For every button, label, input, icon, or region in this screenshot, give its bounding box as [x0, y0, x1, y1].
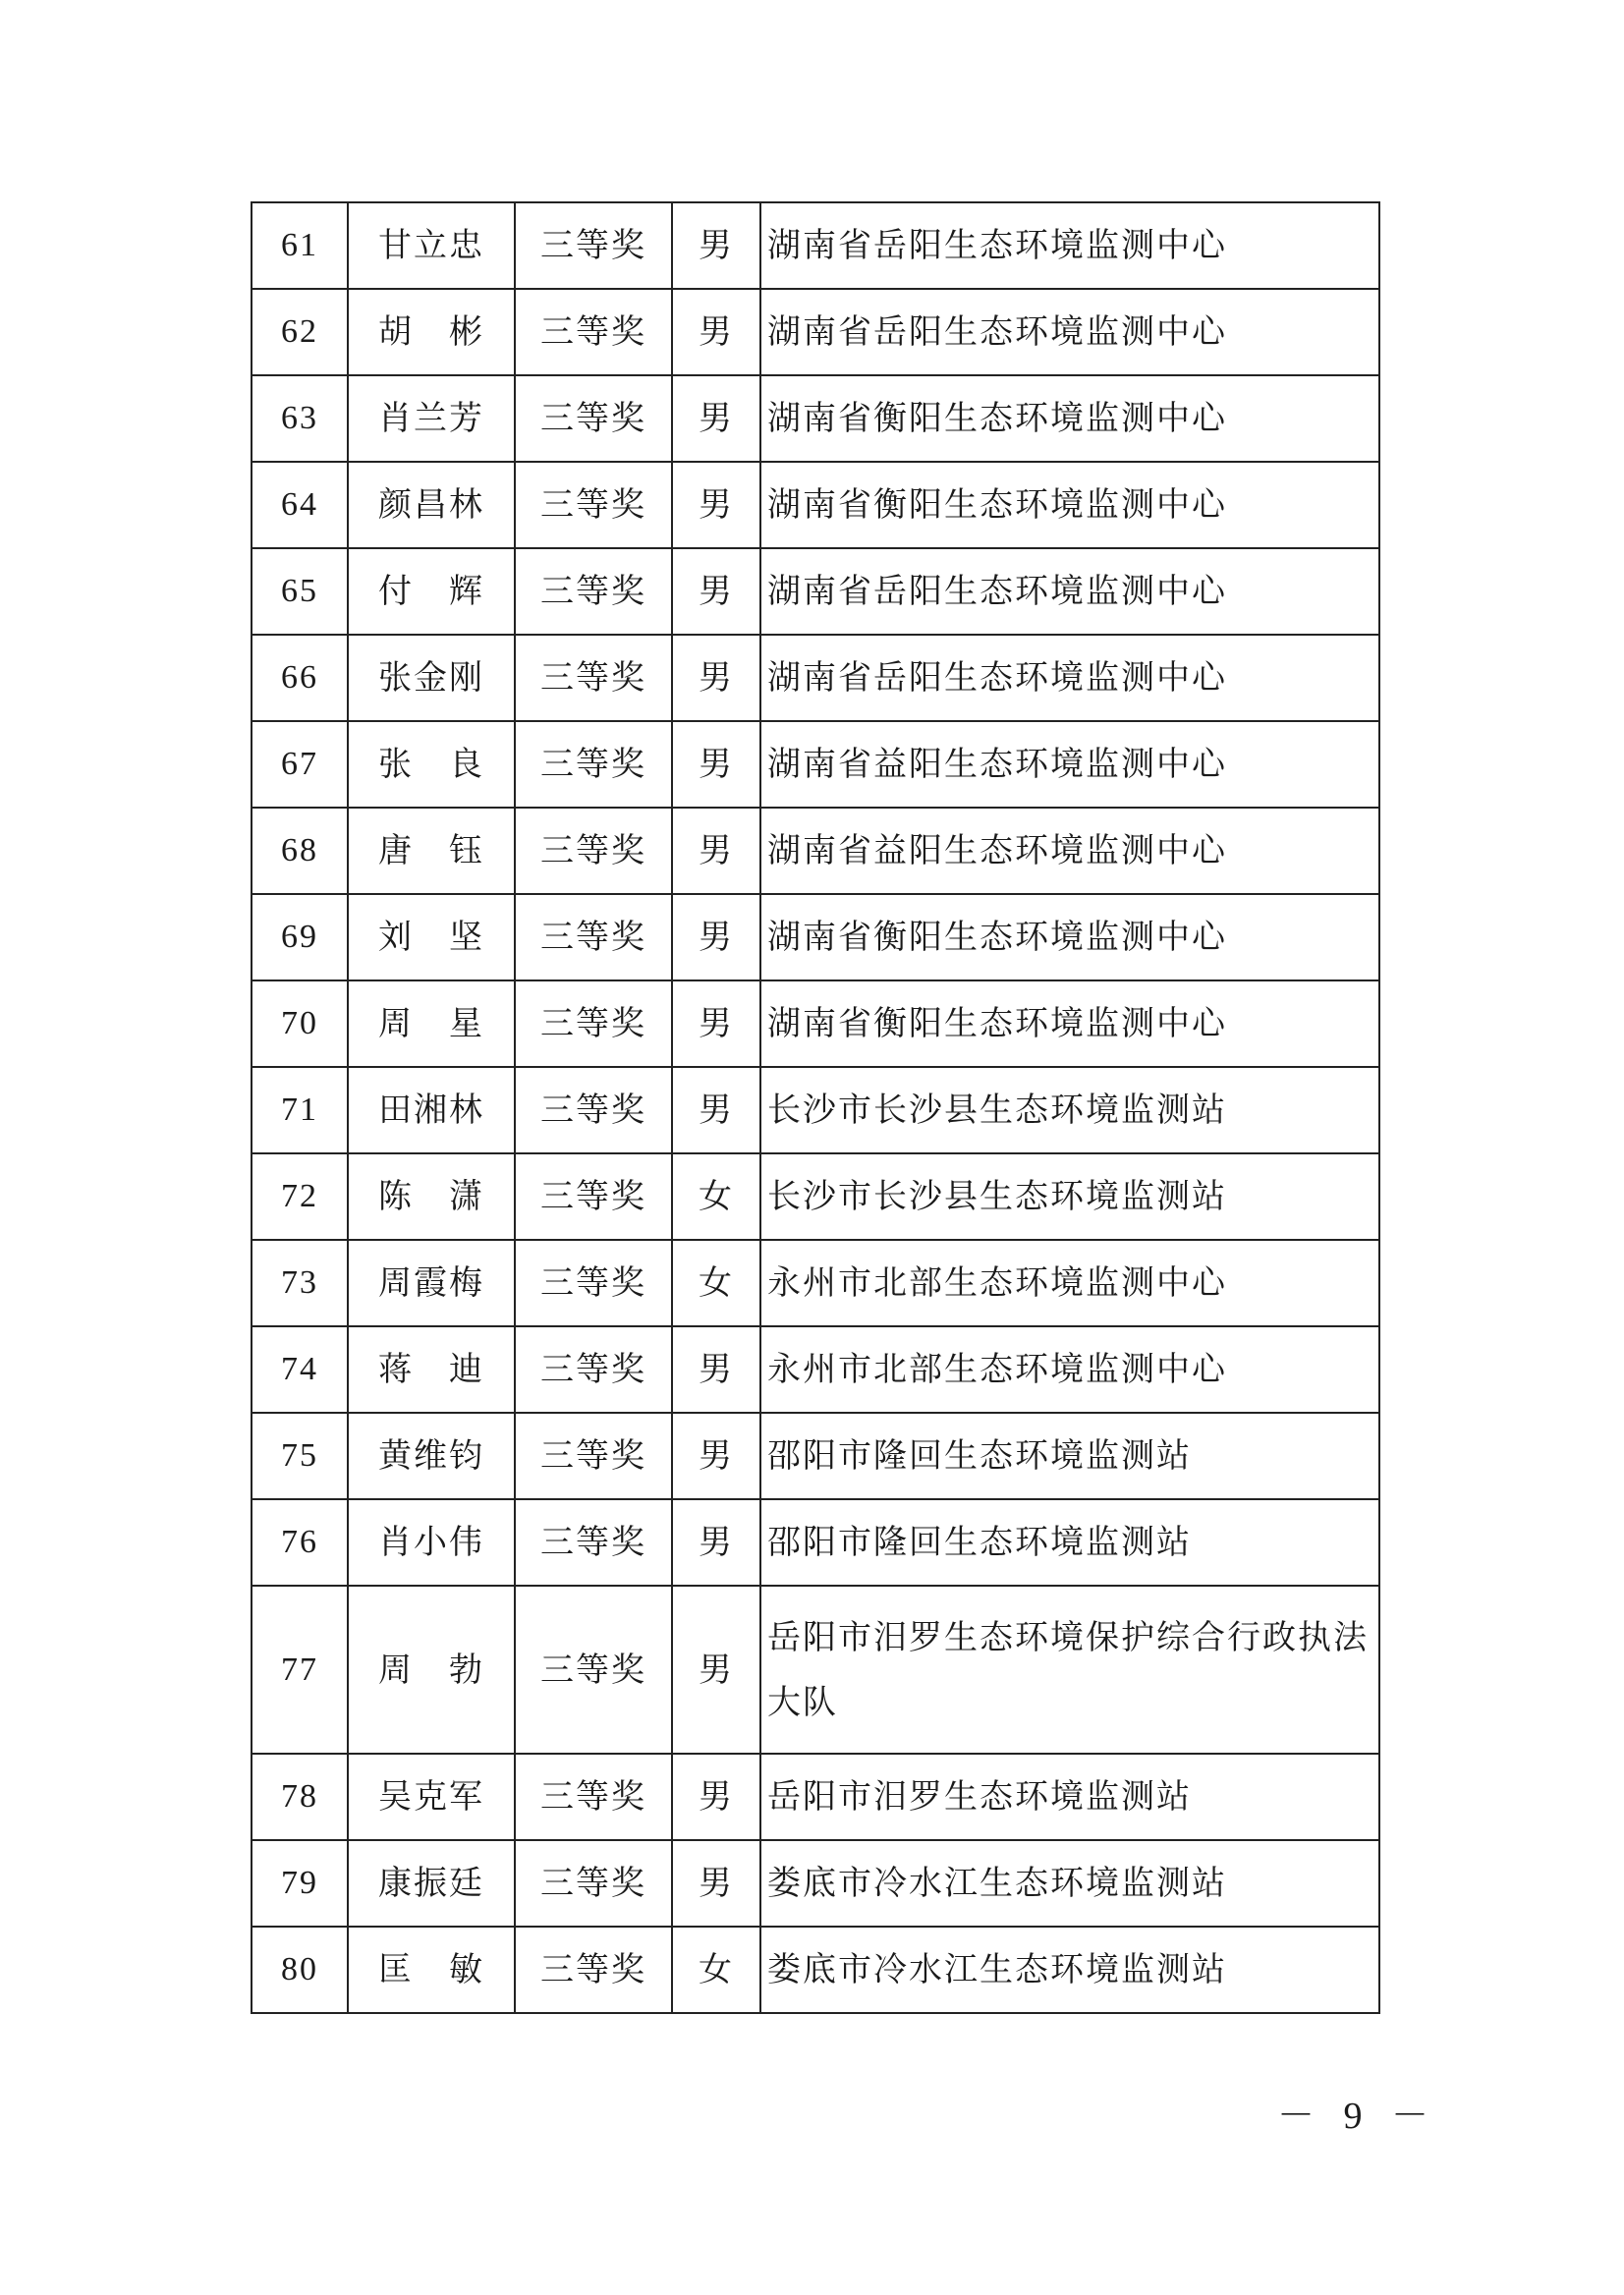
table-row [252, 980, 1379, 1067]
gender-cell: 男 [672, 202, 760, 289]
award-cell: 三等奖 [515, 1240, 672, 1326]
page-number: － 9 － [1277, 2096, 1439, 2137]
row-number-cell: 73 [252, 1240, 348, 1326]
name-cell: 周 星 [348, 980, 515, 1067]
row-number-cell: 64 [252, 462, 348, 548]
name-cell: 肖小伟 [348, 1499, 515, 1586]
name-cell: 颜昌林 [348, 462, 515, 548]
unit-cell: 永州市北部生态环境监测中心 [760, 1240, 1379, 1326]
name-cell: 黄维钧 [348, 1413, 515, 1499]
row-number-cell: 68 [252, 808, 348, 894]
row-number-cell: 80 [252, 1927, 348, 2013]
table-row [252, 721, 1379, 808]
row-number-cell: 65 [252, 548, 348, 635]
table-row [252, 1927, 1379, 2013]
row-number-cell: 79 [252, 1840, 348, 1927]
table-row [252, 635, 1379, 721]
table-row [252, 1240, 1379, 1326]
gender-cell: 女 [672, 1240, 760, 1326]
unit-cell: 邵阳市隆回生态环境监测站 [760, 1413, 1379, 1499]
unit-cell: 邵阳市隆回生态环境监测站 [760, 1499, 1379, 1586]
name-cell: 陈 潇 [348, 1153, 515, 1240]
award-cell: 三等奖 [515, 808, 672, 894]
table-row [252, 289, 1379, 375]
award-cell: 三等奖 [515, 1754, 672, 1840]
gender-cell: 女 [672, 1927, 760, 2013]
unit-cell: 湖南省衡阳生态环境监测中心 [760, 980, 1379, 1067]
row-number-cell: 78 [252, 1754, 348, 1840]
row-number-cell: 70 [252, 980, 348, 1067]
award-cell: 三等奖 [515, 1586, 672, 1754]
unit-cell: 永州市北部生态环境监测中心 [760, 1326, 1379, 1413]
award-cell: 三等奖 [515, 894, 672, 980]
name-cell: 吴克军 [348, 1754, 515, 1840]
award-cell: 三等奖 [515, 1326, 672, 1413]
unit-cell: 湖南省岳阳生态环境监测中心 [760, 202, 1379, 289]
row-number-cell: 69 [252, 894, 348, 980]
unit-cell: 湖南省衡阳生态环境监测中心 [760, 375, 1379, 462]
row-number-cell: 66 [252, 635, 348, 721]
name-cell: 张金刚 [348, 635, 515, 721]
gender-cell: 男 [672, 375, 760, 462]
award-cell: 三等奖 [515, 289, 672, 375]
unit-cell: 湖南省衡阳生态环境监测中心 [760, 462, 1379, 548]
gender-cell: 男 [672, 1326, 760, 1413]
name-cell: 康振廷 [348, 1840, 515, 1927]
gender-cell: 男 [672, 1413, 760, 1499]
table-row [252, 1586, 1379, 1754]
gender-cell: 男 [672, 894, 760, 980]
award-cell: 三等奖 [515, 635, 672, 721]
name-cell: 刘 坚 [348, 894, 515, 980]
table-row [252, 1153, 1379, 1240]
gender-cell: 男 [672, 462, 760, 548]
table-row [252, 808, 1379, 894]
award-cell: 三等奖 [515, 375, 672, 462]
gender-cell: 男 [672, 721, 760, 808]
gender-cell: 男 [672, 1499, 760, 1586]
unit-cell: 岳阳市汨罗生态环境监测站 [760, 1754, 1379, 1840]
award-cell: 三等奖 [515, 1153, 672, 1240]
award-table-body [252, 202, 1379, 2013]
gender-cell: 男 [672, 548, 760, 635]
table-row [252, 202, 1379, 289]
name-cell: 周霞梅 [348, 1240, 515, 1326]
unit-cell: 湖南省岳阳生态环境监测中心 [760, 635, 1379, 721]
name-cell: 甘立忠 [348, 202, 515, 289]
name-cell: 蒋 迪 [348, 1326, 515, 1413]
award-cell: 三等奖 [515, 721, 672, 808]
award-cell: 三等奖 [515, 980, 672, 1067]
award-cell: 三等奖 [515, 202, 672, 289]
table-row [252, 1754, 1379, 1840]
row-number-cell: 63 [252, 375, 348, 462]
name-cell: 肖兰芳 [348, 375, 515, 462]
award-cell: 三等奖 [515, 1927, 672, 2013]
award-cell: 三等奖 [515, 1067, 672, 1153]
table-row [252, 1413, 1379, 1499]
row-number-cell: 72 [252, 1153, 348, 1240]
unit-cell: 岳阳市汨罗生态环境保护综合行政执法大队 [760, 1586, 1379, 1754]
table-row [252, 548, 1379, 635]
row-number-cell: 61 [252, 202, 348, 289]
row-number-cell: 62 [252, 289, 348, 375]
award-cell: 三等奖 [515, 462, 672, 548]
unit-cell: 湖南省益阳生态环境监测中心 [760, 808, 1379, 894]
name-cell: 付 辉 [348, 548, 515, 635]
table-row [252, 1499, 1379, 1586]
award-cell: 三等奖 [515, 1840, 672, 1927]
gender-cell: 男 [672, 1586, 760, 1754]
name-cell: 唐 钰 [348, 808, 515, 894]
row-number-cell: 77 [252, 1586, 348, 1754]
gender-cell: 女 [672, 1153, 760, 1240]
unit-cell: 湖南省岳阳生态环境监测中心 [760, 548, 1379, 635]
name-cell: 胡 彬 [348, 289, 515, 375]
row-number-cell: 76 [252, 1499, 348, 1586]
unit-cell: 湖南省益阳生态环境监测中心 [760, 721, 1379, 808]
unit-cell: 娄底市冷水江生态环境监测站 [760, 1840, 1379, 1927]
gender-cell: 男 [672, 808, 760, 894]
name-cell: 张 良 [348, 721, 515, 808]
award-cell: 三等奖 [515, 548, 672, 635]
gender-cell: 男 [672, 1754, 760, 1840]
name-cell: 周 勃 [348, 1586, 515, 1754]
unit-cell: 长沙市长沙县生态环境监测站 [760, 1153, 1379, 1240]
table-row [252, 1840, 1379, 1927]
table-row [252, 375, 1379, 462]
award-cell: 三等奖 [515, 1413, 672, 1499]
table-row [252, 1067, 1379, 1153]
unit-cell: 湖南省岳阳生态环境监测中心 [760, 289, 1379, 375]
gender-cell: 男 [672, 289, 760, 375]
gender-cell: 男 [672, 635, 760, 721]
gender-cell: 男 [672, 980, 760, 1067]
name-cell: 匡 敏 [348, 1927, 515, 2013]
unit-cell: 娄底市冷水江生态环境监测站 [760, 1927, 1379, 2013]
gender-cell: 男 [672, 1840, 760, 1927]
row-number-cell: 67 [252, 721, 348, 808]
table-row [252, 894, 1379, 980]
unit-cell: 长沙市长沙县生态环境监测站 [760, 1067, 1379, 1153]
table-row [252, 1326, 1379, 1413]
name-cell: 田湘林 [348, 1067, 515, 1153]
row-number-cell: 71 [252, 1067, 348, 1153]
award-table [251, 201, 1380, 2014]
unit-cell: 湖南省衡阳生态环境监测中心 [760, 894, 1379, 980]
row-number-cell: 75 [252, 1413, 348, 1499]
gender-cell: 男 [672, 1067, 760, 1153]
table-row [252, 462, 1379, 548]
row-number-cell: 74 [252, 1326, 348, 1413]
award-cell: 三等奖 [515, 1499, 672, 1586]
